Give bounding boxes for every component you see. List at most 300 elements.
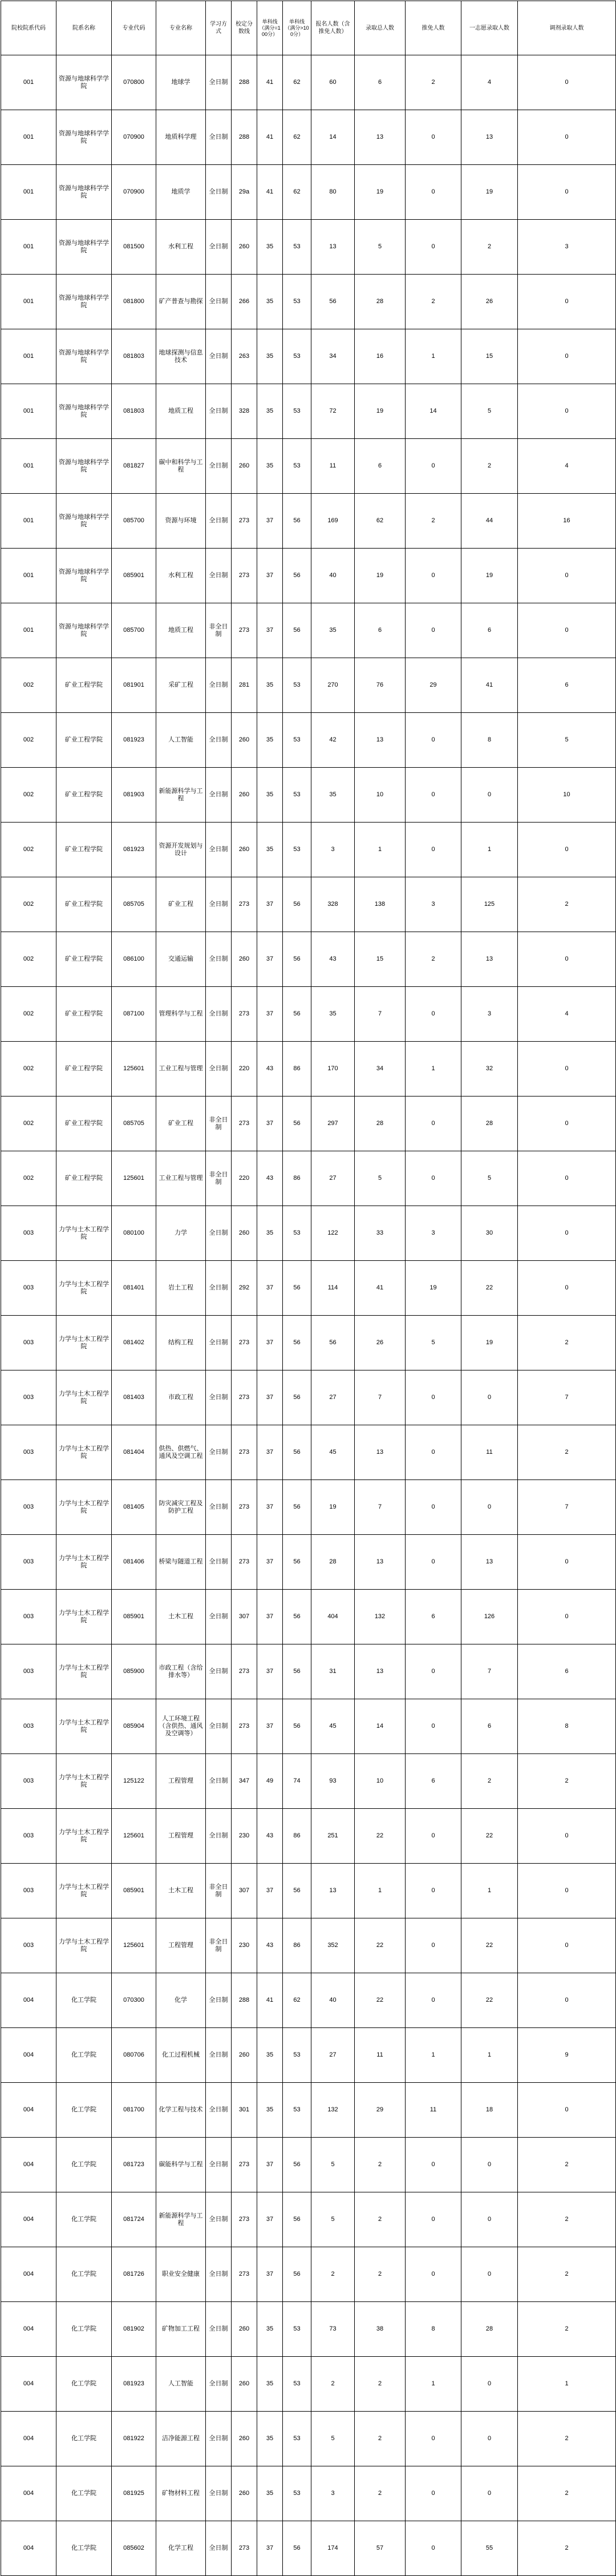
table-row (1, 494, 616, 549)
table-cell: 301 (232, 2083, 257, 2138)
table-cell: 081923 (112, 713, 156, 768)
table-cell: 1 (406, 2028, 461, 2083)
table-cell: 081903 (112, 768, 156, 823)
table-cell: 7 (518, 1370, 616, 1425)
table-cell: 273 (232, 1644, 257, 1699)
table-cell: 力学与土木工程学院 (56, 1644, 112, 1699)
table-cell: 53 (283, 329, 311, 384)
table-cell: 全日制 (206, 823, 232, 877)
table-cell: 28 (311, 1535, 355, 1590)
table-cell: 0 (518, 110, 616, 165)
table-cell: 260 (232, 2028, 257, 2083)
table-cell: 2 (461, 220, 518, 275)
table-cell: 全日制 (206, 329, 232, 384)
table-cell: 002 (1, 1151, 56, 1206)
table-cell: 新能源科学与工程 (156, 2192, 206, 2247)
table-cell: 0 (518, 1918, 616, 1973)
table-cell: 全日制 (206, 658, 232, 713)
table-cell: 002 (1, 1042, 56, 1096)
table-cell: 002 (1, 823, 56, 877)
table-cell: 53 (283, 2302, 311, 2357)
table-cell: 37 (257, 494, 283, 549)
table-cell: 307 (232, 1590, 257, 1644)
table-cell: 0 (406, 987, 461, 1042)
table-cell: 55 (461, 2521, 518, 2576)
table-cell: 260 (232, 439, 257, 494)
table-cell: 53 (283, 220, 311, 275)
table-cell: 全日制 (206, 1316, 232, 1370)
table-cell: 270 (311, 658, 355, 713)
table-cell: 22 (461, 1973, 518, 2028)
table-cell: 全日制 (206, 1973, 232, 2028)
table-cell: 资源与地球科学学院 (56, 55, 112, 110)
table-cell: 5 (461, 384, 518, 439)
table-cell: 全日制 (206, 2138, 232, 2192)
table-cell: 73 (311, 2302, 355, 2357)
table-cell: 41 (257, 165, 283, 220)
table-cell: 力学与土木工程学院 (56, 1425, 112, 1480)
table-cell: 矿业工程学院 (56, 877, 112, 932)
table-cell: 10 (355, 1754, 406, 1809)
table-cell: 资源与地球科学学院 (56, 439, 112, 494)
table-cell: 2 (406, 932, 461, 987)
table-cell: 0 (406, 2247, 461, 2302)
table-cell: 352 (311, 1918, 355, 1973)
table-cell: 0 (518, 1590, 616, 1644)
table-cell: 工业工程与管理 (156, 1042, 206, 1096)
table-cell: 力学与土木工程学院 (56, 1206, 112, 1261)
table-cell: 004 (1, 2247, 56, 2302)
table-row (1, 1535, 616, 1590)
table-cell: 11 (355, 2028, 406, 2083)
table-cell: 全日制 (206, 2412, 232, 2466)
table-cell: 081726 (112, 2247, 156, 2302)
table-cell: 76 (355, 658, 406, 713)
table-cell: 273 (232, 1699, 257, 1754)
table-cell: 53 (283, 2028, 311, 2083)
table-cell: 10 (355, 768, 406, 823)
table-cell: 35 (257, 2302, 283, 2357)
table-cell: 273 (232, 1316, 257, 1370)
table-cell: 0 (461, 2138, 518, 2192)
table-cell: 0 (518, 549, 616, 603)
table-cell: 004 (1, 2302, 56, 2357)
table-cell: 3 (311, 2466, 355, 2521)
table-cell: 0 (518, 275, 616, 329)
table-row (1, 1973, 616, 2028)
table-cell: 53 (283, 768, 311, 823)
table-cell: 新能源科学与工程 (156, 768, 206, 823)
table-row (1, 55, 616, 110)
table-cell: 288 (232, 1973, 257, 2028)
table-cell: 16 (518, 494, 616, 549)
table-cell: 37 (257, 549, 283, 603)
table-cell: 矿业工程学院 (56, 768, 112, 823)
table-cell: 资源与地球科学学院 (56, 110, 112, 165)
table-cell: 7 (355, 987, 406, 1042)
table-cell: 081402 (112, 1316, 156, 1370)
table-cell: 1 (355, 823, 406, 877)
table-cell: 085901 (112, 549, 156, 603)
table-cell: 53 (283, 2466, 311, 2521)
table-cell: 全日制 (206, 987, 232, 1042)
table-cell: 2 (406, 275, 461, 329)
table-cell: 非全日制 (206, 1918, 232, 1973)
table-cell: 15 (461, 329, 518, 384)
table-cell: 13 (461, 110, 518, 165)
table-cell: 矿业工程学院 (56, 932, 112, 987)
table-cell: 全日制 (206, 2083, 232, 2138)
table-cell: 资源与环境 (156, 494, 206, 549)
table-cell: 45 (311, 1699, 355, 1754)
table-cell: 全日制 (206, 2028, 232, 2083)
table-cell: 37 (257, 1590, 283, 1644)
table-cell: 5 (461, 1151, 518, 1206)
table-cell: 002 (1, 713, 56, 768)
table-row (1, 1096, 616, 1151)
table-cell: 114 (311, 1261, 355, 1316)
table-cell: 1 (406, 1042, 461, 1096)
table-cell: 力学与土木工程学院 (56, 1261, 112, 1316)
table-cell: 31 (311, 1644, 355, 1699)
table-cell: 56 (283, 549, 311, 603)
table-cell: 6 (461, 603, 518, 658)
table-cell: 56 (283, 1699, 311, 1754)
table-cell: 44 (461, 494, 518, 549)
table-row (1, 1864, 616, 1918)
table-cell: 力学与土木工程学院 (56, 1590, 112, 1644)
table-cell: 采矿工程 (156, 658, 206, 713)
header-cell: 院校院系代码 (1, 1, 56, 55)
table-cell: 全日制 (206, 549, 232, 603)
table-cell: 资源与地球科学学院 (56, 549, 112, 603)
table-cell: 081401 (112, 1261, 156, 1316)
table-cell: 5 (355, 1151, 406, 1206)
table-row (1, 987, 616, 1042)
table-cell: 26 (355, 1316, 406, 1370)
table-cell: 2 (311, 2247, 355, 2302)
table-cell: 全日制 (206, 1261, 232, 1316)
table-row (1, 1699, 616, 1754)
table-cell: 220 (232, 1151, 257, 1206)
table-cell: 22 (461, 1809, 518, 1864)
table-cell: 22 (355, 1973, 406, 2028)
table-cell: 全日制 (206, 2521, 232, 2576)
header-cell: 院系名称 (56, 1, 112, 55)
table-cell: 004 (1, 2138, 56, 2192)
table-cell: 35 (257, 2083, 283, 2138)
table-cell: 2 (518, 1316, 616, 1370)
table-cell: 174 (311, 2521, 355, 2576)
table-cell: 53 (283, 713, 311, 768)
table-cell: 260 (232, 2412, 257, 2466)
table-cell: 72 (311, 384, 355, 439)
table-cell: 288 (232, 55, 257, 110)
table-cell: 19 (461, 549, 518, 603)
table-cell: 8 (461, 713, 518, 768)
table-cell: 281 (232, 658, 257, 713)
table-cell: 人工智能 (156, 713, 206, 768)
table-cell: 矿业工程学院 (56, 658, 112, 713)
table-cell: 全日制 (206, 2247, 232, 2302)
table-cell: 资源与地球科学学院 (56, 220, 112, 275)
table-cell: 003 (1, 1699, 56, 1754)
table-cell: 41 (355, 1261, 406, 1316)
table-cell: 003 (1, 1918, 56, 1973)
table-cell: 86 (283, 1918, 311, 1973)
table-cell: 土木工程 (156, 1864, 206, 1918)
table-row (1, 1480, 616, 1535)
table-cell: 3 (406, 1206, 461, 1261)
table-cell: 56 (283, 494, 311, 549)
table-cell: 6 (355, 603, 406, 658)
table-cell: 41 (257, 55, 283, 110)
table-cell: 43 (257, 1918, 283, 1973)
table-cell: 86 (283, 1151, 311, 1206)
table-cell: 35 (257, 2028, 283, 2083)
table-cell: 全日制 (206, 2192, 232, 2247)
header-cell: 一志愿录取人数 (461, 1, 518, 55)
table-cell: 085904 (112, 1699, 156, 1754)
table-cell: 1 (406, 329, 461, 384)
table-cell: 资源与地球科学学院 (56, 494, 112, 549)
table-cell: 0 (518, 384, 616, 439)
table-cell: 56 (283, 877, 311, 932)
table-cell: 43 (257, 1042, 283, 1096)
table-cell: 56 (283, 932, 311, 987)
table-cell: 35 (257, 823, 283, 877)
table-cell: 1 (461, 823, 518, 877)
table-cell: 28 (355, 275, 406, 329)
table-cell: 002 (1, 932, 56, 987)
table-row (1, 2357, 616, 2412)
table-cell: 43 (257, 1151, 283, 1206)
table-cell: 37 (257, 2521, 283, 2576)
table-cell: 全日制 (206, 1425, 232, 1480)
table-cell: 260 (232, 2357, 257, 2412)
table-cell: 27 (311, 2028, 355, 2083)
table-cell: 1 (518, 2357, 616, 2412)
table-cell: 13 (355, 1644, 406, 1699)
table-cell: 085901 (112, 1590, 156, 1644)
table-cell: 2 (518, 2247, 616, 2302)
table-row (1, 768, 616, 823)
table-cell: 132 (311, 2083, 355, 2138)
table-cell: 070800 (112, 55, 156, 110)
table-cell: 全日制 (206, 1699, 232, 1754)
table-cell: 37 (257, 1480, 283, 1535)
table-cell: 0 (406, 2521, 461, 2576)
header-cell: 调剂录取人数 (518, 1, 616, 55)
table-cell: 081922 (112, 2412, 156, 2466)
table-cell: 53 (283, 658, 311, 713)
table-cell: 4 (518, 439, 616, 494)
table-cell: 13 (355, 1425, 406, 1480)
table-cell: 003 (1, 1535, 56, 1590)
table-cell: 35 (311, 987, 355, 1042)
table-cell: 230 (232, 1809, 257, 1864)
table-cell: 力学与土木工程学院 (56, 1809, 112, 1864)
table-cell: 56 (283, 603, 311, 658)
table-cell: 35 (257, 384, 283, 439)
table-cell: 0 (518, 1535, 616, 1590)
table-cell: 0 (518, 2083, 616, 2138)
table-cell: 力学与土木工程学院 (56, 1535, 112, 1590)
table-cell: 35 (257, 1206, 283, 1261)
table-cell: 001 (1, 165, 56, 220)
table-cell: 力学与土木工程学院 (56, 1370, 112, 1425)
header-cell: 单科线（满分>100分） (283, 1, 311, 55)
table-cell: 11 (461, 1425, 518, 1480)
table-cell: 001 (1, 603, 56, 658)
table-cell: 6 (406, 1754, 461, 1809)
table-cell: 0 (461, 2412, 518, 2466)
table-cell: 004 (1, 2192, 56, 2247)
table-cell: 37 (257, 1316, 283, 1370)
header-cell: 单科线（满分=100分） (257, 1, 283, 55)
table-cell: 070900 (112, 110, 156, 165)
table-cell: 085901 (112, 1864, 156, 1918)
table-cell: 19 (355, 384, 406, 439)
table-cell: 6 (355, 439, 406, 494)
table-cell: 125601 (112, 1918, 156, 1973)
table-cell: 56 (283, 1590, 311, 1644)
table-cell: 6 (518, 658, 616, 713)
table-cell: 0 (518, 55, 616, 110)
table-row (1, 2247, 616, 2302)
table-row (1, 1042, 616, 1096)
table-cell: 273 (232, 2138, 257, 2192)
table-cell: 矿业工程学院 (56, 713, 112, 768)
table-cell: 0 (518, 1042, 616, 1096)
table-cell: 6 (355, 55, 406, 110)
table-cell: 0 (461, 1480, 518, 1535)
table-cell: 化工学院 (56, 2192, 112, 2247)
table-cell: 0 (406, 823, 461, 877)
table-cell: 30 (461, 1206, 518, 1261)
table-row (1, 2412, 616, 2466)
table-cell: 地球学 (156, 55, 206, 110)
table-cell: 081500 (112, 220, 156, 275)
table-cell: 37 (257, 2192, 283, 2247)
table-cell: 001 (1, 55, 56, 110)
header-cell: 校定分数线 (232, 1, 257, 55)
table-cell: 碳中和科学与工程 (156, 439, 206, 494)
table-cell: 0 (518, 1096, 616, 1151)
table-row (1, 1809, 616, 1864)
table-cell: 5 (311, 2412, 355, 2466)
table-cell: 085700 (112, 494, 156, 549)
table-cell: 002 (1, 987, 56, 1042)
table-cell: 0 (406, 768, 461, 823)
table-cell: 29 (355, 2083, 406, 2138)
table-cell: 004 (1, 2466, 56, 2521)
table-cell: 0 (406, 1370, 461, 1425)
table-cell: 001 (1, 439, 56, 494)
table-cell: 0 (518, 603, 616, 658)
table-cell: 37 (257, 1261, 283, 1316)
table-cell: 56 (283, 1261, 311, 1316)
table-cell: 0 (406, 1425, 461, 1480)
table-cell: 资源与地球科学学院 (56, 165, 112, 220)
table-cell: 56 (283, 2521, 311, 2576)
table-cell: 307 (232, 1864, 257, 1918)
table-row (1, 2302, 616, 2357)
table-row (1, 1151, 616, 1206)
table-cell: 地质工程 (156, 603, 206, 658)
table-cell: 矿业工程学院 (56, 987, 112, 1042)
table-cell: 13 (461, 932, 518, 987)
table-cell: 35 (257, 439, 283, 494)
table-cell: 化学 (156, 1973, 206, 2028)
table-cell: 化工学院 (56, 2466, 112, 2521)
table-cell: 0 (406, 2192, 461, 2247)
table-cell: 管理科学与工程 (156, 987, 206, 1042)
table-cell: 0 (406, 2138, 461, 2192)
table-cell: 19 (461, 165, 518, 220)
table-cell: 非全日制 (206, 1864, 232, 1918)
table-cell: 2 (355, 2138, 406, 2192)
table-cell: 62 (283, 165, 311, 220)
table-cell: 081403 (112, 1370, 156, 1425)
table-cell: 56 (283, 1370, 311, 1425)
table-cell: 260 (232, 932, 257, 987)
table-cell: 273 (232, 1535, 257, 1590)
table-cell: 56 (283, 1316, 311, 1370)
table-cell: 11 (406, 2083, 461, 2138)
table-cell: 结构工程 (156, 1316, 206, 1370)
table-cell: 37 (257, 1535, 283, 1590)
table-row (1, 384, 616, 439)
table-cell: 53 (283, 1206, 311, 1261)
table-cell: 15 (355, 932, 406, 987)
table-cell: 41 (461, 658, 518, 713)
table-cell: 0 (406, 1699, 461, 1754)
table-cell: 0 (406, 549, 461, 603)
table-cell: 56 (311, 1316, 355, 1370)
table-cell: 2 (461, 439, 518, 494)
table-cell: 人工智能 (156, 2357, 206, 2412)
table-cell: 化工学院 (56, 2138, 112, 2192)
table-cell: 001 (1, 220, 56, 275)
table-cell: 003 (1, 1425, 56, 1480)
table-cell: 8 (406, 2302, 461, 2357)
table-cell: 1 (461, 2028, 518, 2083)
table-cell: 28 (355, 1096, 406, 1151)
table-cell: 地质科学理 (156, 110, 206, 165)
table-cell: 37 (257, 1644, 283, 1699)
table-cell: 2 (518, 2192, 616, 2247)
table-cell: 28 (461, 2302, 518, 2357)
table-row (1, 439, 616, 494)
table-cell: 22 (355, 1809, 406, 1864)
table-cell: 19 (311, 1480, 355, 1535)
table-cell: 002 (1, 658, 56, 713)
table-cell: 404 (311, 1590, 355, 1644)
table-cell: 2 (518, 2412, 616, 2466)
table-cell: 化学工程与技术 (156, 2083, 206, 2138)
table-cell: 2 (406, 55, 461, 110)
table-cell: 资源开发规划与设计 (156, 823, 206, 877)
table-cell: 125 (461, 877, 518, 932)
table-cell: 273 (232, 603, 257, 658)
table-cell: 001 (1, 549, 56, 603)
table-cell: 矿业工程学院 (56, 1151, 112, 1206)
table-cell: 全日制 (206, 768, 232, 823)
table-cell: 273 (232, 1425, 257, 1480)
table-cell: 18 (461, 2083, 518, 2138)
table-cell: 93 (311, 1754, 355, 1809)
